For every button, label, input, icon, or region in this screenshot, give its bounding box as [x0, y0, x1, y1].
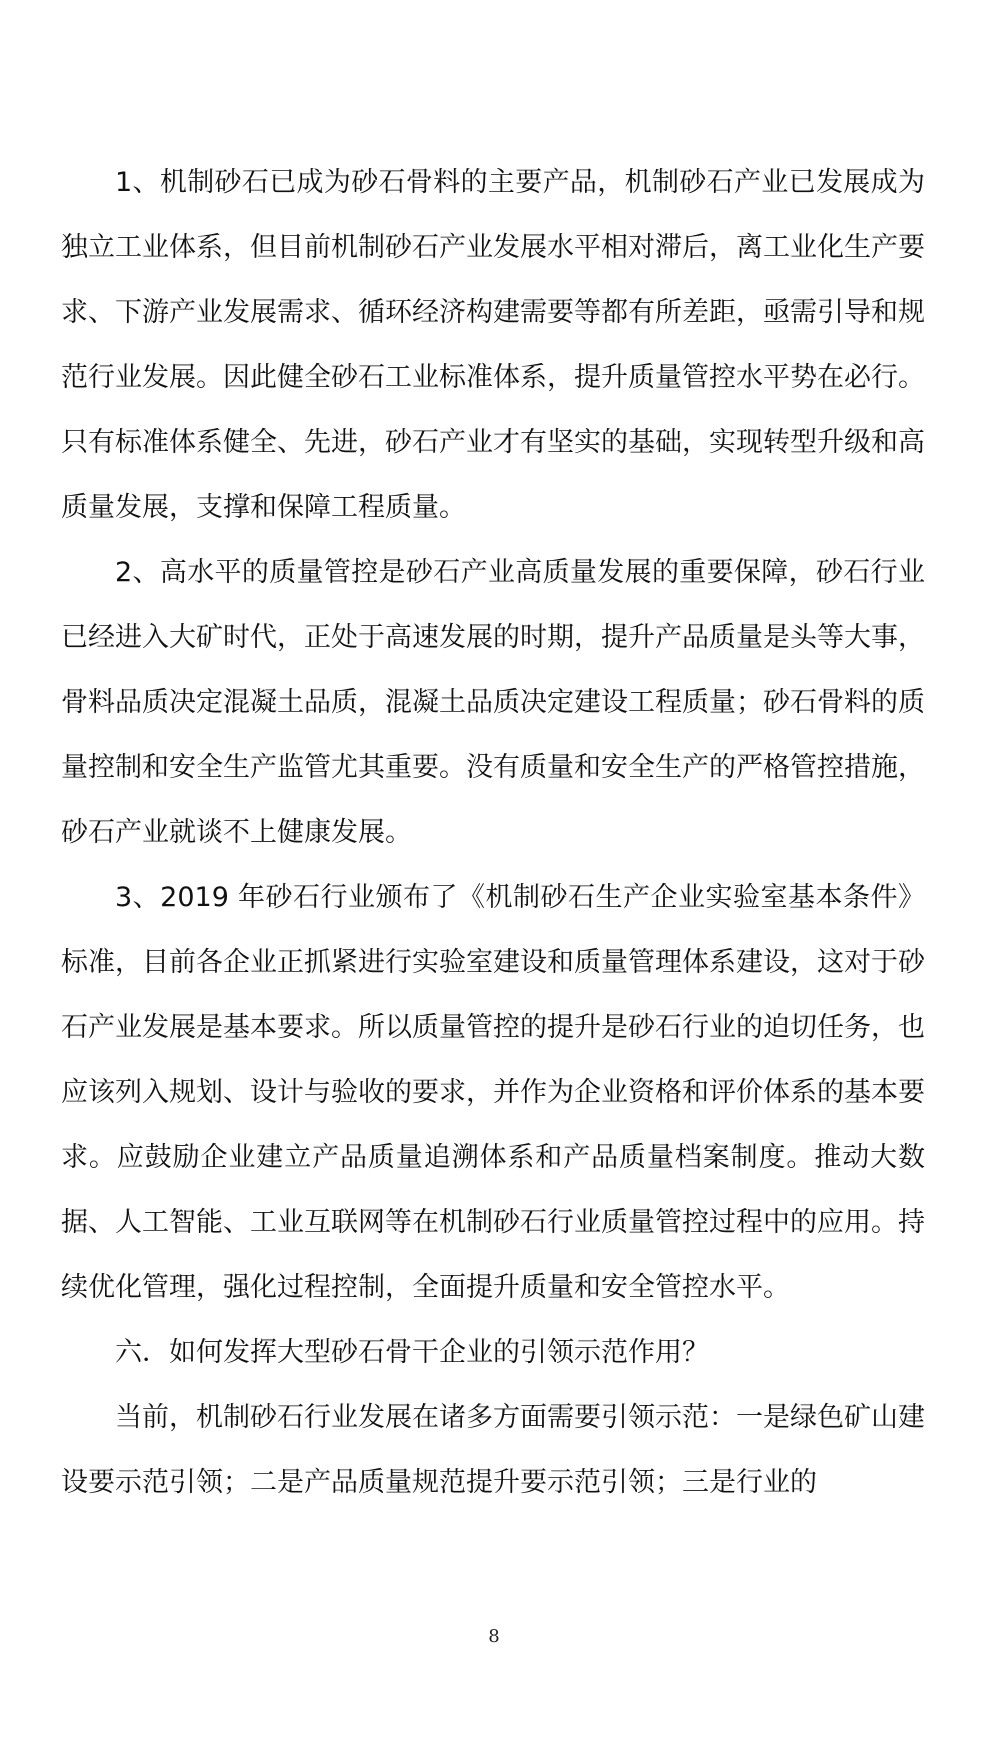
document-body — [61, 150, 925, 1515]
paragraph-1: 1、机制砂石已成为砂石骨料的主要产品，机制砂石产业已发展成为独立工业体系，但目前机制砂石产业发展水平相对滞后，离工业化生产要求、下游产业发展需求、循环经济构建需要等都有所差距，亟需引导和规范行业发展。因此健全砂石工业标准体系，提升质量管控水平势在必行。只有标准体系健全、先进，砂石产业才有坚实的基础，实现转型升级和高质量发展，支撑和保障工程质量。 — [61, 167, 925, 523]
page-number: 8 — [488, 1626, 500, 1647]
paragraph-2: 2、高水平的质量管控是砂石产业高质量发展的重要保障，砂石行业已经进入大矿时代，正处于高速发展的时期，提升产品质量是头等大事，骨料品质决定混凝土品质，混凝土品质决定建设工程质量；砂石骨料的质量控制和安全生产监管尤其重要。没有质量和安全生产的严格管控措施，砂石产业就谈不上健康发展。 — [61, 557, 925, 848]
section-heading: 六．如何发挥大型砂石骨干企业的引领示范作用？ — [115, 1337, 709, 1368]
paragraph-3: 3、2019 年砂石行业颁布了《机制砂石生产企业实验室基本条件》标准，目前各企业正抓紧进行实验室建设和质量管理体系建设，这对于砂石产业发展是基本要求。所以质量管控的提升是砂石行业的迫切任务，也应该列入规划、设计与验收的要求，并作为企业资格和评价体系的基本要求。应鼓励企业建立产品质量追溯体系和产品质量档案制度。推动大数据、人工智能、工业互联网等在机制砂石行业质量管控过程中的应用。持续优化管理，强化过程控制，全面提升质量和安全管控水平。 — [61, 882, 925, 1303]
paragraph-4: 当前，机制砂石行业发展在诸多方面需要引领示范：一是绿色矿山建设要示范引领；二是产品质量规范提升要示范引领；三是行业的 — [61, 1402, 925, 1498]
